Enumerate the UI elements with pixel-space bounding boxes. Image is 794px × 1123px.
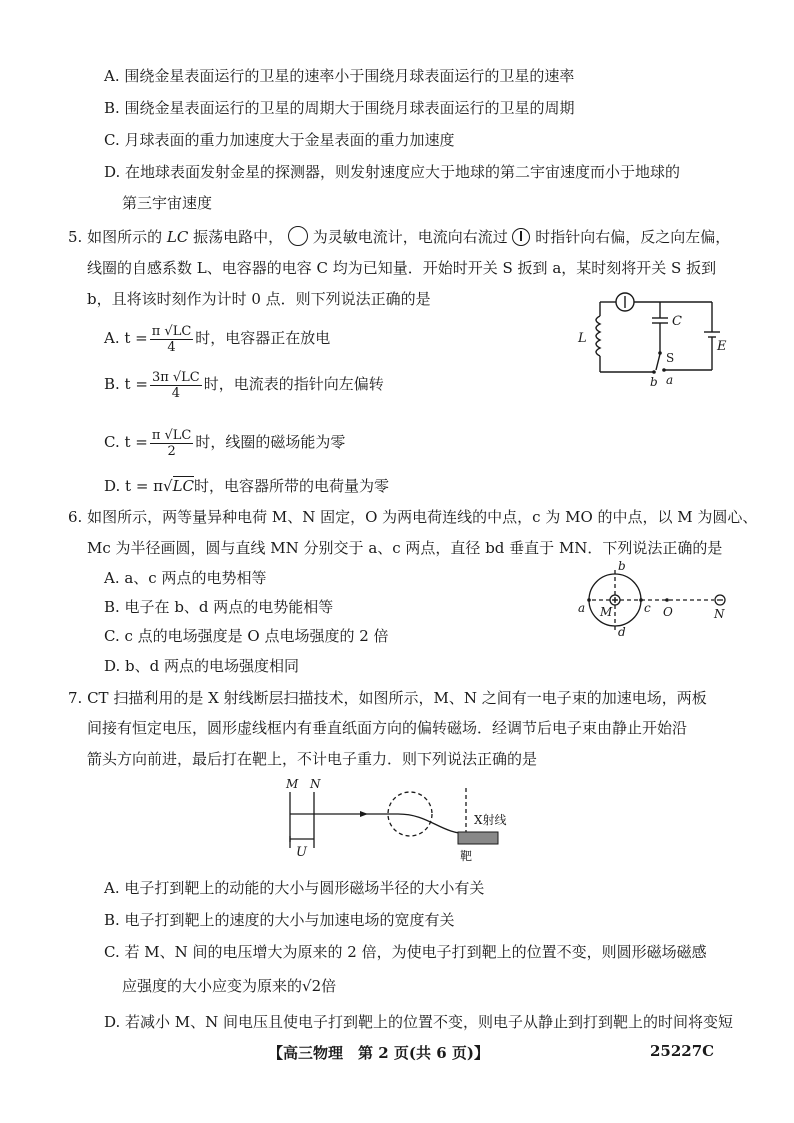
label-N: N: [714, 607, 725, 621]
q5-option-b-num: 3π √LC: [151, 369, 200, 385]
q5-stem-d: 时指针向右偏，反之向左偏，: [535, 228, 731, 246]
q4-option-d-line1: D. 在地球表面发射金星的探测器，则发射速度应大于地球的第二宇宙速度而小于地球的: [104, 163, 681, 181]
ct-scan-figure: [280, 776, 520, 866]
q5-option-d-prefix: D. t = π: [104, 477, 164, 495]
q5-stem-lc: LC: [166, 228, 189, 246]
q7-option-a: A. 电子打到靶上的动能的大小与圆形磁场半径的大小有关: [104, 879, 485, 897]
label-c: c: [644, 601, 651, 615]
q4-option-b: B. 围绕金星表面运行的卫星的周期大于围绕月球表面运行的卫星的周期: [104, 99, 575, 117]
direction-arrow-icon: [360, 811, 368, 817]
label-d: d: [618, 625, 626, 639]
q6-stem-line2: Mc 为半径画圆，圆与直线 MN 分别交于 a、c 两点，直径 bd 垂直于 MN．下列说法正确的是: [87, 539, 723, 557]
q5-stem-line2: 线圈的自感系数 L、电容器的电容 C 均为已知量．开始时开关 S 扳到 a，某时刻将开关 S 扳到: [87, 259, 717, 277]
q5-option-c-num: π √LC: [151, 427, 192, 443]
label-N: N: [310, 777, 321, 791]
q5-stem-b: 振荡电路中，: [193, 228, 284, 246]
q5-option-a: [104, 320, 330, 356]
point-O: [665, 598, 669, 602]
q4-option-c: C. 月球表面的重力加速度大于金星表面的重力加速度: [104, 131, 455, 149]
q5-option-c-text: 时，线圈的磁场能为零: [195, 433, 346, 451]
label-xray: X射线: [474, 813, 507, 827]
q6-option-a: A. a、c 两点的电势相等: [104, 569, 267, 587]
q7-option-d: D. 若减小 M、N 间电压且使电子打到靶上的位置不变，则电子从静止到打到靶上的时间将变短: [104, 1013, 734, 1031]
q7-stem-line3: 箭头方向前进，最后打在靶上，不计电子重力．则下列说法正确的是: [87, 750, 538, 768]
label-b: b: [618, 559, 626, 573]
galvanometer-icon: [288, 226, 308, 246]
point-a: [587, 598, 591, 602]
q5-option-a-text: 时，电容器正在放电: [195, 329, 331, 347]
galvanometer-needle-icon: [512, 228, 530, 246]
q6-option-d: D. b、d 两点的电场强度相同: [104, 657, 300, 675]
label-b: b: [650, 375, 658, 389]
q5-stem-line3: b，且将该时刻作为计时 0 点．则下列说法正确的是: [87, 290, 431, 308]
label-M: M: [286, 777, 299, 791]
target-block: [458, 832, 498, 844]
label-C: C: [672, 314, 682, 329]
q7-option-c-sqrt2: √2: [302, 977, 322, 995]
label-O: O: [663, 605, 673, 619]
q7-option-c-line2: [122, 976, 336, 996]
q5-option-c-den: 2: [167, 443, 176, 459]
switch-pivot: [658, 351, 662, 355]
label-M: M: [600, 605, 613, 619]
label-a: a: [666, 373, 674, 387]
q5-option-c: [104, 424, 345, 460]
q5-option-a-prefix: A. t =: [104, 329, 148, 347]
q5-option-a-num: π √LC: [151, 323, 192, 339]
q5-option-d: D. t = π√LC时，电容器所带的电荷量为零: [104, 477, 390, 495]
q5-option-b-text: 时，电流表的指针向左偏转: [203, 375, 384, 393]
label-S: S: [666, 351, 675, 365]
q7-option-b: B. 电子打到靶上的速度的大小与加速电场的宽度有关: [104, 911, 455, 929]
q5-stem-line1: [68, 226, 730, 247]
q5-option-b-prefix: B. t =: [104, 375, 148, 393]
q6-option-c: C. c 点的电场强度是 O 点电场强度的 2 倍: [104, 627, 389, 645]
q5-option-b: [104, 366, 384, 402]
terminal-a: [662, 368, 666, 372]
q5-option-a-den: 4: [167, 339, 176, 355]
q7-stem-line1: 7. CT 扫描利用的是 X 射线断层扫描技术，如图所示，M、N 之间有一电子束的加速电场，两板: [68, 689, 707, 707]
label-E: E: [717, 339, 727, 354]
q5-option-b-den: 4: [171, 385, 180, 401]
label-L: L: [578, 331, 587, 346]
page-footer-code: 25227C: [650, 1042, 715, 1060]
point-c: [639, 598, 643, 602]
q5-stem-c: 为灵敏电流计，电流向右流过: [312, 228, 508, 246]
page-footer-label: 【高三物理 第 2 页(共 6 页)】: [268, 1044, 489, 1062]
q5-stem-a: 5. 如图所示的: [68, 228, 163, 246]
label-U: U: [296, 845, 307, 860]
q7-option-c-text: 应强度的大小应变为原来的: [122, 977, 303, 995]
q4-option-d-line2: 第三宇宙速度: [122, 194, 213, 212]
q4-option-a: A. 围绕金星表面运行的卫星的速率小于围绕月球表面运行的卫星的速率: [104, 67, 575, 85]
q7-option-c-suffix: 倍: [321, 977, 337, 995]
q5-option-c-prefix: C. t =: [104, 433, 148, 451]
terminal-b: [652, 370, 656, 374]
lc-circuit-figure: [572, 292, 732, 392]
charges-circle-figure: [572, 559, 732, 642]
q6-option-b: B. 电子在 b、d 两点的电势能相等: [104, 598, 334, 616]
q6-stem-line1: 6. 如图所示，两等量异种电荷 M、N 固定，O 为两电荷连线的中点，c 为 MO 的中点，以 M 为圆心、: [68, 508, 758, 526]
q5-option-d-sqrt: LC: [172, 477, 195, 495]
q5-option-d-text: 时，电容器所带的电荷量为零: [194, 477, 390, 495]
q7-option-c-line1: C. 若 M、N 间的电压增大为原来的 2 倍，为使电子打到靶上的位置不变，则圆形磁场磁感: [104, 943, 707, 961]
label-target: 靶: [460, 849, 473, 863]
q7-stem-line2: 间接有恒定电压，圆形虚线框内有垂直纸面方向的偏转磁场．经调节后电子束由静止开始沿: [87, 719, 688, 737]
label-a: a: [578, 601, 586, 615]
